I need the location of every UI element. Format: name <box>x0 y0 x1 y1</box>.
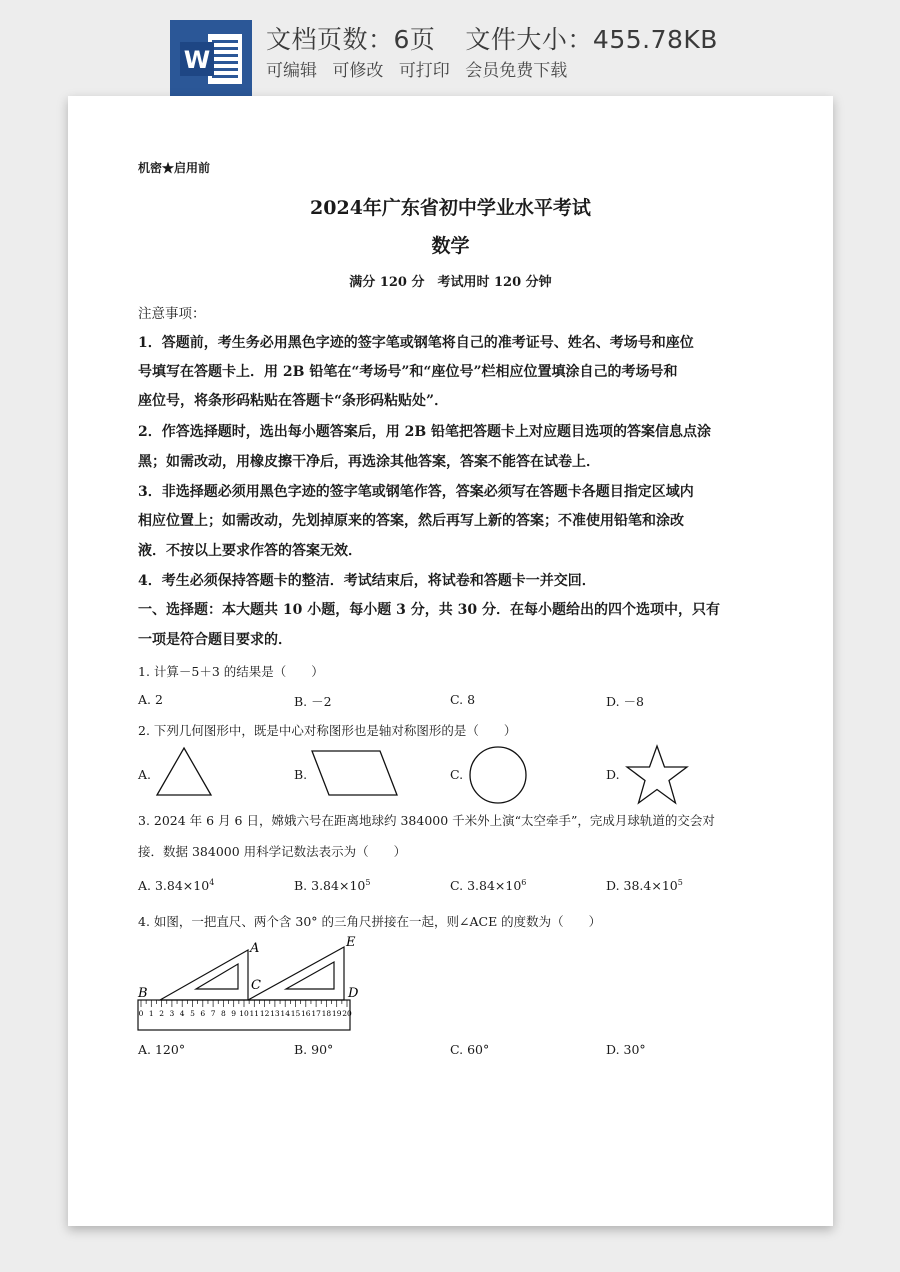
ruler-tick-label: 6 <box>200 1009 206 1018</box>
feature-member-download[interactable]: 会员免费下载 <box>465 61 568 81</box>
triangle-shape <box>154 746 214 798</box>
circle-shape <box>467 744 529 806</box>
q2-option-c: C. <box>450 767 464 782</box>
question-3-line: 3. 2024 年 6 月 6 日，嫦娥六号在距离地球约 384000 千米外上演“太空牵手”，完成月球轨道的交会对 <box>138 813 715 828</box>
notice-line: 相应位置上；如需改动，先划掉原来的答案，然后再写上新的答案；不准使用铅笔和涂改 <box>138 513 684 529</box>
section-heading: 一项是符合题目要求的． <box>138 632 292 648</box>
notice-heading: 注意事项： <box>138 306 206 322</box>
label-a: A <box>250 941 260 956</box>
q4-option-c: C. 60° <box>450 1042 490 1057</box>
exam-meta: 满分 120 分 考试用时 120 分钟 <box>349 275 552 290</box>
notice-line: 4．考生必须保持答题卡的整洁．考试结束后，将试卷和答题卡一并交回． <box>138 573 596 589</box>
q1-option-b: B. －2 <box>294 694 332 709</box>
notice-line: 黑；如需改动，用橡皮擦干净后，再选涂其他答案，答案不能答在试卷上． <box>138 454 600 470</box>
ruler-tick-label: 3 <box>169 1009 175 1018</box>
q1-option-d: D. －8 <box>606 694 644 709</box>
file-size: 文件大小：455.78KB <box>465 25 718 54</box>
label-d: D <box>348 986 359 1001</box>
ruler-tick-label: 16 <box>301 1009 311 1018</box>
exam-subject: 数学 <box>431 235 470 257</box>
page-count: 文档页数：6页 <box>266 25 436 54</box>
notice-line: 座位号，将条形码粘贴在答题卡“条形码粘贴处”． <box>138 393 449 409</box>
exam-title: 2024年广东省初中学业水平考试 <box>310 197 591 219</box>
feature-modifiable: 可修改 <box>332 61 384 81</box>
label-c: C <box>251 978 261 993</box>
ruler-tick-label: 1 <box>148 1009 154 1018</box>
ruler-tick-label: 14 <box>280 1009 290 1018</box>
ruler-tick-label: 20 <box>342 1009 352 1018</box>
star-shape <box>624 744 690 806</box>
q3-option-b: B. $3.84\times 10^5$ <box>294 878 371 894</box>
notice-line: 3．非选择题必须用黑色字迹的签字笔或钢笔作答，答案必须写在答题卡各题目指定区域内 <box>138 484 694 500</box>
svg-text:W: W <box>183 46 211 74</box>
q3-option-a: A. $3.84\times 10^4$ <box>138 878 215 894</box>
q1-option-a: A. 2 <box>138 692 163 707</box>
q3-option-d: D. $38.4\times 10^5$ <box>606 878 683 894</box>
question-2: 2. 下列几何图形中，既是中心对称图形也是轴对称图形的是（ ） <box>138 723 517 738</box>
notice-line: 1．答题前，考生务必用黑色字迹的签字笔或钢笔将自己的准考证号、姓名、考场号和座位 <box>138 335 694 351</box>
q3-option-c: C. $3.84\times 10^6$ <box>450 878 527 894</box>
ruler-tick-label: 7 <box>210 1009 216 1018</box>
word-doc-icon <box>170 20 252 96</box>
question-4: 4. 如图，一把直尺、两个含 30° 的三角尺拼接在一起，则∠ACE 的度数为（ ） <box>138 914 602 929</box>
q4-figure <box>134 934 374 1038</box>
ruler-tick-label: 12 <box>259 1009 270 1018</box>
ruler-tick-label: 9 <box>231 1009 237 1018</box>
ruler-tick-label: 2 <box>159 1009 164 1018</box>
notice-line: 2．作答选择题时，选出每小题答案后，用 2B 铅笔把答题卡上对应题目选项的答案信息点涂 <box>138 424 712 440</box>
banner-file-info <box>266 20 718 56</box>
section-heading: 一、选择题：本大题共 10 小题，每小题 3 分，共 30 分．在每小题给出的四个选项中，只有 <box>138 602 720 618</box>
question-3-line: 接．数据 384000 用科学记数法表示为（ ） <box>138 844 407 859</box>
banner-features <box>266 56 577 81</box>
feature-editable: 可编辑 <box>266 61 317 81</box>
ruler-tick-label: 4 <box>179 1009 185 1018</box>
ruler-tick-label: 5 <box>190 1009 195 1018</box>
notice-line: 号填写在答题卡上．用 2B 铅笔在“考场号”和“座位号”栏相应位置填涂自己的考场号和 <box>138 364 678 380</box>
label-e: E <box>346 935 356 950</box>
question-1: 1. 计算－5＋3 的结果是（ ） <box>138 664 324 679</box>
feature-printable: 可打印 <box>398 61 450 81</box>
ruler-tick-label: 15 <box>290 1009 301 1018</box>
ruler-tick-label: 13 <box>270 1009 280 1018</box>
q2-option-b: B. <box>294 767 308 782</box>
q2-option-d: D. <box>606 767 620 782</box>
ruler-tick-label: 18 <box>321 1009 332 1018</box>
confidential-mark: 机密★启用前 <box>138 161 211 175</box>
ruler-tick-label: 8 <box>221 1009 226 1018</box>
download-banner <box>0 0 900 96</box>
ruler-tick-label: 11 <box>249 1009 260 1018</box>
ruler-tick-label: 0 <box>138 1009 144 1018</box>
q4-option-b: B. 90° <box>294 1042 334 1057</box>
q1-option-c: C. 8 <box>450 692 476 707</box>
q4-option-a: A. 120° <box>138 1042 186 1057</box>
parallelogram-shape <box>310 748 400 798</box>
q2-option-a: A. <box>138 767 152 782</box>
notice-line: 液．不按以上要求作答的答案无效． <box>138 543 362 559</box>
ruler-tick-label: 17 <box>311 1009 321 1018</box>
q4-option-d: D. 30° <box>606 1042 646 1057</box>
document-page <box>68 96 833 1226</box>
ruler-tick-label: 10 <box>239 1009 249 1018</box>
label-b: B <box>138 986 148 1001</box>
ruler-tick-label: 19 <box>331 1009 342 1018</box>
